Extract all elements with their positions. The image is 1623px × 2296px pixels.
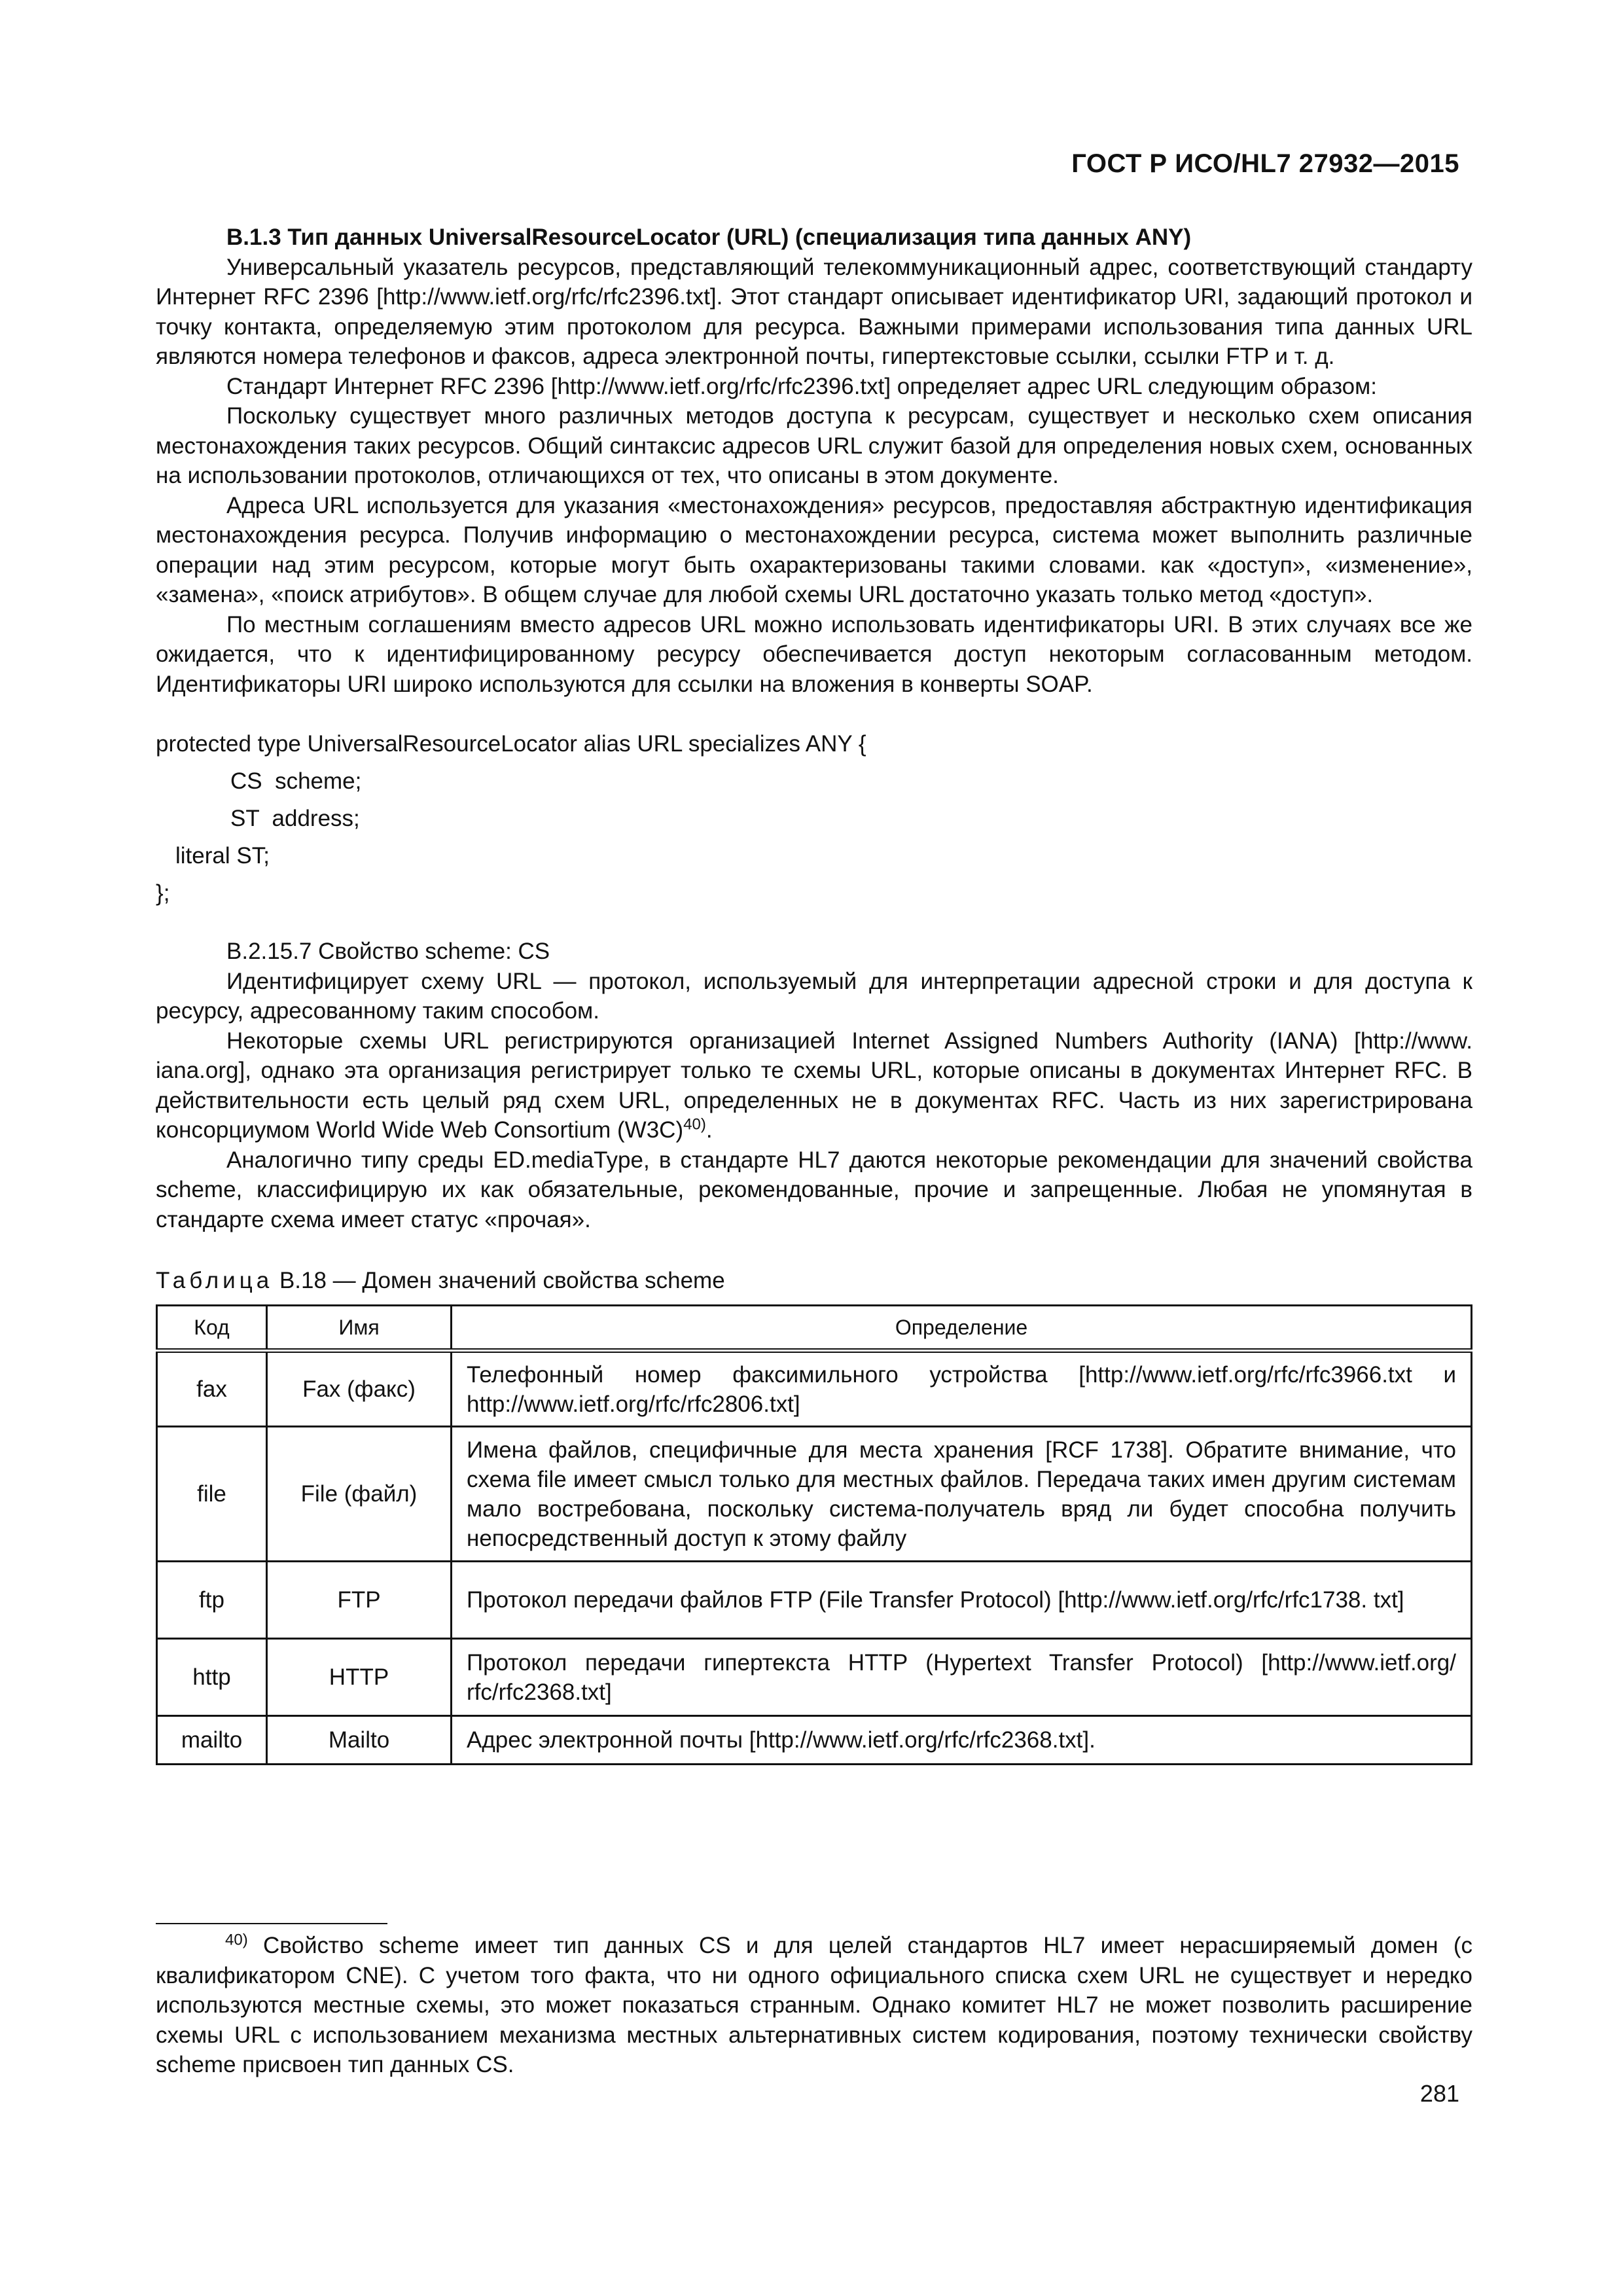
table-caption: [156, 1266, 1472, 1295]
column-header-name: Имя: [267, 1306, 452, 1351]
paragraph-end: .: [705, 1117, 713, 1143]
cell-code: http: [157, 1639, 267, 1716]
cell-code: mailto: [157, 1716, 267, 1765]
footnote-40: [156, 1931, 1472, 2080]
cell-code: file: [157, 1427, 267, 1562]
code-line: literal ST;: [175, 843, 270, 869]
section-heading-b2157: В.2.15.7 Свойство scheme: CS: [226, 939, 550, 964]
code-line: protected type UniversalResourceLocator alias URL specializes ANY {: [156, 731, 866, 757]
footnote-reference: 40): [683, 1115, 706, 1134]
code-line: ST address;: [230, 806, 360, 831]
paragraph: Универсальный указатель ресурсов, представляющий телекоммуникационный адрес, соответствующий стандарту Интернет RFC 2396 [http://www.ietf.org/rfc/rfc2396.txt]. Этот стандарт описывает идентификатор URI, задающий протокол и точку контакта, определяемую этим протоколом для ресурса. Важными примерами использования типа данных URL являются номера телефонов и факсов, адреса электронной почты, гипертекстовые ссылки, ссылки FTP и т. д.: [156, 254, 1472, 369]
page-number: 281: [1419, 2080, 1459, 2107]
table-row: [157, 1427, 1472, 1562]
column-header-definition: Определение: [452, 1306, 1472, 1351]
paragraph: Аналогично типу среды ED.mediaType, в стандарте HL7 даются некоторые рекомендации для значений свойства scheme, классифицирую их как обязательные, рекомендованные, прочие и запрещенные. Любая не упомянутая в стандарте схема имеет статус «прочая».: [156, 1147, 1472, 1232]
column-header-code: Код: [157, 1306, 267, 1351]
cell-definition: Телефонный номер факсимильного устройства [http://www.ietf.org/rfc/rfc3966.txt и http://www.ietf.org/rfc/rfc2806.txt]: [452, 1351, 1472, 1427]
table-row: [157, 1716, 1472, 1765]
cell-definition: Адрес электронной почты [http://www.ietf.org/rfc/rfc2368.txt].: [452, 1716, 1472, 1765]
section-b2157: [156, 937, 1472, 1234]
code-line: CS scheme;: [230, 768, 362, 794]
scheme-domain-table: [156, 1304, 1472, 1765]
cell-name: Mailto: [267, 1716, 452, 1765]
paragraph: Идентифицирует схему URL — протокол, используемый для интерпретации адресной строки и для доступа к ресурсу, адресованному таким способом.: [156, 968, 1472, 1024]
cell-name: FTP: [267, 1562, 452, 1639]
section-heading-b13: В.1.3 Тип данных UniversalResourceLocator (URL) (специализация типа данных ANY): [226, 224, 1192, 250]
footnote-separator: [156, 1923, 387, 1924]
page-content: [156, 223, 1472, 1765]
table-caption-text: В.18 — Домен значений свойства scheme: [273, 1268, 725, 1293]
paragraph: Адреса URL используется для указания «местонахождения» ресурсов, предоставляя абстрактную идентификация местонахождения ресурса. Получив информацию о местонахождении ресурса, система может выполнить различные операции над этим ресурсом, которые могут быть охарактеризованы такими словами. как «доступ», «изменение», «замена», «поиск атрибутов». В общем случае для любой схемы URL достаточно указать только метод «доступ».: [156, 492, 1472, 607]
cell-name: HTTP: [267, 1639, 452, 1716]
cell-name: Fax (факс): [267, 1351, 452, 1427]
paragraph: По местным соглашениям вместо адресов URL можно использовать идентификаторы URI. В этих случаях все же ожидается, что к идентифицированному ресурсу обеспечивается доступ некоторым согласованным методом. Идентификаторы URI широко используются для ссылки на вложения в конверты SOAP.: [156, 611, 1472, 697]
table-header-row: [157, 1306, 1472, 1351]
cell-definition: Протокол передачи файлов FTP (File Transfer Protocol) [http://www.ietf.org/rfc/rfc1738. txt]: [452, 1562, 1472, 1639]
table-row: [157, 1639, 1472, 1716]
paragraph: Стандарт Интернет RFC 2396 [http://www.ietf.org/rfc/rfc2396.txt] определяет адрес URL следующим образом:: [226, 373, 1377, 399]
cell-code: ftp: [157, 1562, 267, 1639]
cell-definition: Имена файлов, специфичные для места хранения [RCF 1738]. Обратите внимание, что схема file имеет смысл только для местных файлов. Передача таких имен другим системам мало востребована, поскольку система-получатель вряд ли будет способна получить непосредственный доступ к этому файлу: [452, 1427, 1472, 1562]
code-line: };: [156, 880, 170, 906]
table-row: [157, 1562, 1472, 1639]
footnote-text: Свойство scheme имеет тип данных CS и для целей стандартов HL7 имеет нерасширяемый домен (с квалификатором CNE). С учетом того факта, что ни одного официального списка схем URL не существует и нередко используются местные схемы, это может показаться странным. Однако комитет HL7 не может позволить расширение схемы URL с использованием механизма местных альтернативных систем кодирования, поэтому технически свойству scheme присвоен тип данных CS.: [156, 1933, 1472, 2077]
cell-name: File (файл): [267, 1427, 452, 1562]
paragraph-text: Некоторые схемы URL регистрируются организацией Internet Assigned Numbers Authority (IANA) [http://www. iana.org], однако эта организация регистрирует только те схемы URL, которые описаны в документах Интернет RFC. В действительности есть целый ряд схем URL, определенных не в документах RFC. Часть из них зарегистрирована консорциумом World Wide Web Consortium (W3C): [156, 1028, 1472, 1143]
type-definition-code: [156, 725, 1472, 912]
table-row: [157, 1351, 1472, 1427]
cell-code: fax: [157, 1351, 267, 1427]
cell-definition: Протокол передачи гипертекста HTTP (Hypertext Transfer Protocol) [http://www.ietf.org/ rfc/rfc2368.txt]: [452, 1639, 1472, 1716]
footnote-marker: 40): [225, 1931, 248, 1949]
table-caption-label: Таблица: [156, 1268, 274, 1293]
paragraph: Поскольку существует много различных методов доступа к ресурсам, существует и несколько схем описания местонахождения таких ресурсов. Общий синтаксис адресов URL служит базой для определения новых схем, основанных на использовании протоколов, отличающихся от тех, что описаны в этом документе.: [156, 403, 1472, 488]
paragraph: [156, 1026, 1472, 1145]
document-header: ГОСТ Р ИСО/HL7 27932—2015: [1071, 149, 1459, 178]
